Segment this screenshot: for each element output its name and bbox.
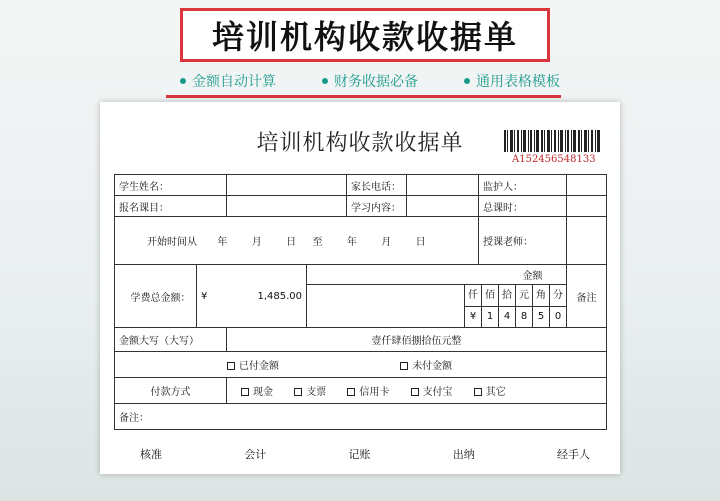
signature-handler: 经手人 [557, 448, 590, 461]
feature-tag [180, 71, 276, 91]
checkbox-icon[interactable] [241, 388, 249, 396]
payment-option-other[interactable]: 其它 [474, 383, 506, 398]
remark-label: 备注 [567, 265, 607, 328]
tuition-currency: ¥ [197, 265, 227, 328]
feature-tags [180, 68, 560, 94]
payment-option-check[interactable]: 支票 [294, 383, 326, 398]
period-year-label: 年 [217, 237, 228, 248]
signature-approve: 核准 [140, 448, 162, 461]
digit-cell: 8 [516, 307, 533, 327]
payment-options [227, 378, 607, 404]
parent-phone-field[interactable] [407, 175, 479, 196]
feature-tag [464, 71, 560, 91]
course-field[interactable] [227, 196, 347, 217]
unit-yuan: 元 [516, 285, 533, 306]
receipt-title: 培训机构收款收据单 [256, 131, 464, 156]
period-year-label: 年 [346, 237, 357, 248]
parent-phone-label: 家长电话： [347, 175, 407, 196]
bullet-dot-icon [322, 78, 328, 84]
uppercase-amount-label: 金额大写（大写） [115, 328, 227, 352]
banner-title-box [180, 8, 550, 62]
divider-line [166, 95, 561, 98]
digit-cell: 0 [554, 311, 562, 322]
course-period-row [115, 217, 479, 265]
checkbox-icon[interactable] [411, 388, 419, 396]
guardian-field[interactable] [567, 175, 607, 196]
study-content-label: 学习内容： [347, 196, 407, 217]
unit-tens: 拾 [499, 285, 516, 306]
student-name-field[interactable] [227, 175, 347, 196]
period-month-label: 月 [251, 237, 262, 248]
signature-row [140, 446, 590, 462]
bullet-dot-icon [180, 78, 186, 84]
signature-bookkeeper: 记账 [348, 448, 371, 461]
barcode-icon [504, 130, 600, 152]
note-row[interactable]: 备注： [115, 404, 607, 430]
teacher-label: 授课老师： [479, 217, 567, 265]
checkbox-icon[interactable] [294, 388, 302, 396]
feature-tag-label: 通用表格模板 [476, 74, 560, 90]
payment-method-label: 付款方式 [115, 378, 227, 404]
teacher-field[interactable] [567, 217, 607, 265]
tuition-total-value: 1,485.00 [227, 265, 307, 328]
checkbox-icon[interactable] [347, 388, 355, 396]
digit-cell: 5 [533, 307, 550, 327]
amount-units [465, 285, 567, 307]
period-month-label: 月 [381, 237, 392, 248]
guardian-label: 监护人： [479, 175, 567, 196]
unit-hundreds: 佰 [482, 285, 499, 306]
receipt-paper [100, 102, 620, 474]
amount-spacer [307, 285, 465, 307]
unit-thousands: 仟 [465, 285, 482, 306]
period-to-label: 至 [312, 237, 323, 248]
amount-digits [465, 307, 567, 328]
checkbox-icon[interactable] [474, 388, 482, 396]
signature-cashier: 出纳 [452, 448, 475, 461]
study-content-field[interactable] [407, 196, 479, 217]
paid-status-row [115, 352, 607, 378]
digit-cell: 1 [482, 307, 499, 327]
amount-spacer [307, 307, 465, 328]
signature-accountant: 会计 [244, 448, 267, 461]
period-day-label: 日 [415, 237, 426, 248]
bullet-dot-icon [464, 78, 470, 84]
period-start-label: 开始时间从 [147, 237, 197, 248]
unit-fen: 分 [553, 290, 564, 301]
period-day-label: 日 [286, 237, 297, 248]
digit-cell: 4 [499, 307, 516, 327]
payment-option-alipay[interactable]: 支付宝 [411, 383, 453, 398]
payment-option-cash[interactable]: 现金 [241, 383, 273, 398]
feature-tag-label: 财务收据必备 [334, 74, 418, 90]
banner-title: 培训机构收款收据单 [211, 18, 518, 56]
tuition-total-label: 学费总金额： [115, 265, 197, 328]
unpaid-option[interactable]: 未付金额 [400, 357, 452, 372]
total-hours-field[interactable] [567, 196, 607, 217]
total-hours-label: 总课时： [479, 196, 567, 217]
feature-tag [322, 71, 418, 91]
amount-header: 金额 [307, 265, 567, 285]
student-name-label: 学生姓名： [115, 175, 227, 196]
receipt-form-table [114, 174, 607, 430]
checkbox-icon[interactable] [400, 362, 408, 370]
paid-option[interactable]: 已付金额 [227, 357, 279, 372]
feature-tag-label: 金额自动计算 [192, 74, 276, 90]
digit-cell: ¥ [465, 307, 482, 327]
course-label: 报名课目： [115, 196, 227, 217]
payment-option-credit-card[interactable]: 信用卡 [347, 383, 389, 398]
checkbox-icon[interactable] [227, 362, 235, 370]
uppercase-amount-value: 壹仟肆佰捌拾伍元整 [227, 328, 607, 352]
unit-jiao: 角 [533, 285, 550, 306]
serial-number: A152456548133 [512, 154, 596, 165]
